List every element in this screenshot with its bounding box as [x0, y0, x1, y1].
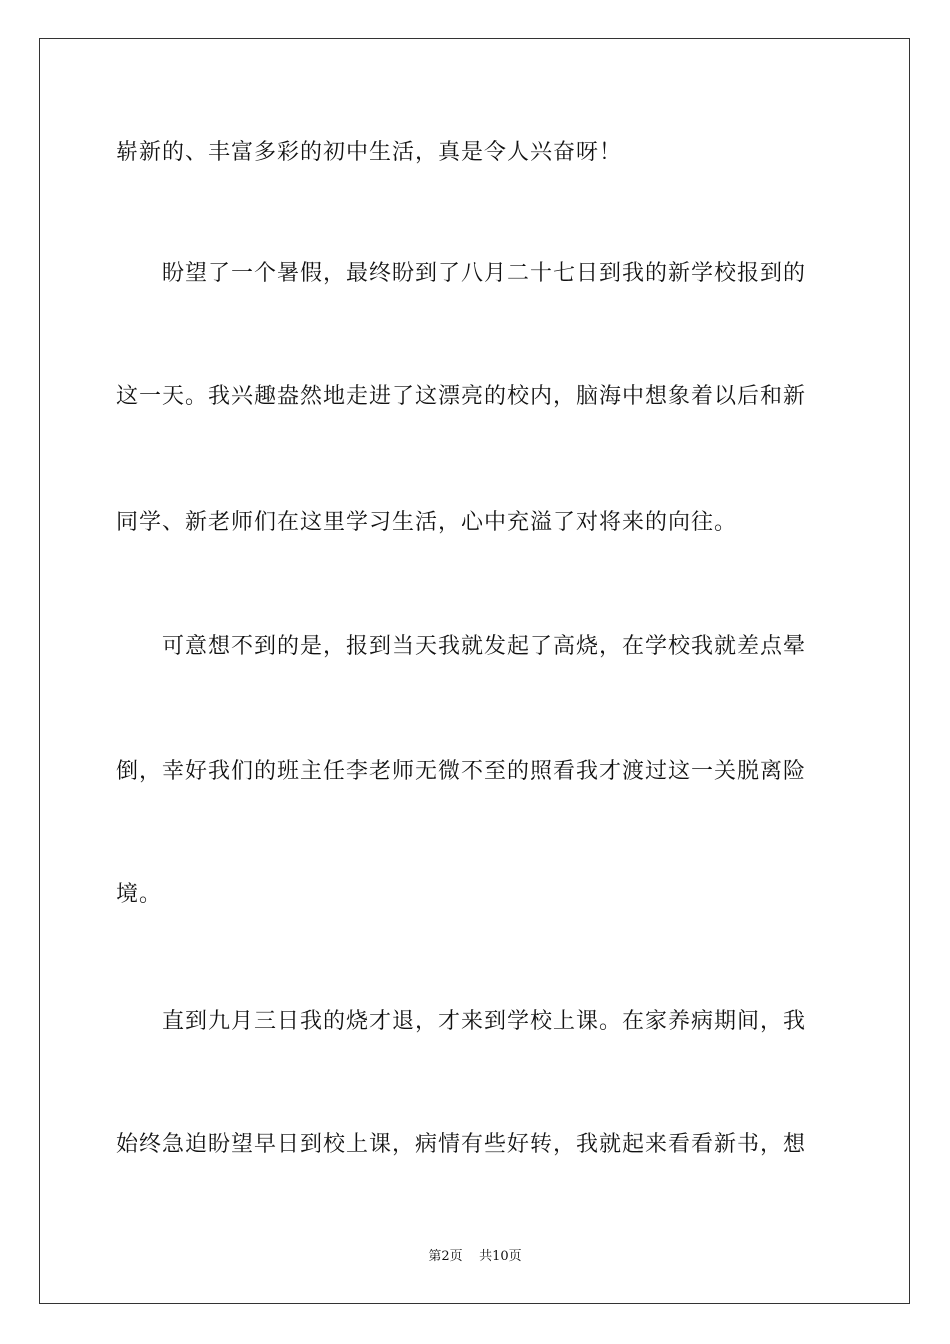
body-text-line: 境。 [116, 882, 163, 907]
body-text-line: 倒，幸好我们的班主任李老师无微不至的照看我才渡过这一关脱离险 [116, 759, 807, 784]
page-border [39, 38, 910, 1304]
body-text-line: 直到九月三日我的烧才退，才来到学校上课。在家养病期间，我 [116, 1009, 807, 1034]
page-number: 第2页 [428, 1249, 463, 1264]
body-text-line: 可意想不到的是，报到当天我就发起了高烧，在学校我就差点晕 [116, 634, 807, 659]
body-text-line: 崭新的、丰富多彩的初中生活，真是令人兴奋呀！ [116, 140, 623, 165]
body-text-line: 始终急迫盼望早日到校上课，病情有些好转，我就起来看看新书，想 [116, 1132, 807, 1157]
body-text-line: 盼望了一个暑假，最终盼到了八月二十七日到我的新学校报到的 [116, 261, 807, 286]
body-text-line: 这一天。我兴趣盎然地走进了这漂亮的校内，脑海中想象着以后和新 [116, 384, 807, 409]
page-total: 共10页 [479, 1249, 522, 1264]
page-footer [0, 1248, 950, 1266]
body-text-line: 同学、新老师们在这里学习生活，心中充溢了对将来的向往。 [116, 510, 738, 535]
